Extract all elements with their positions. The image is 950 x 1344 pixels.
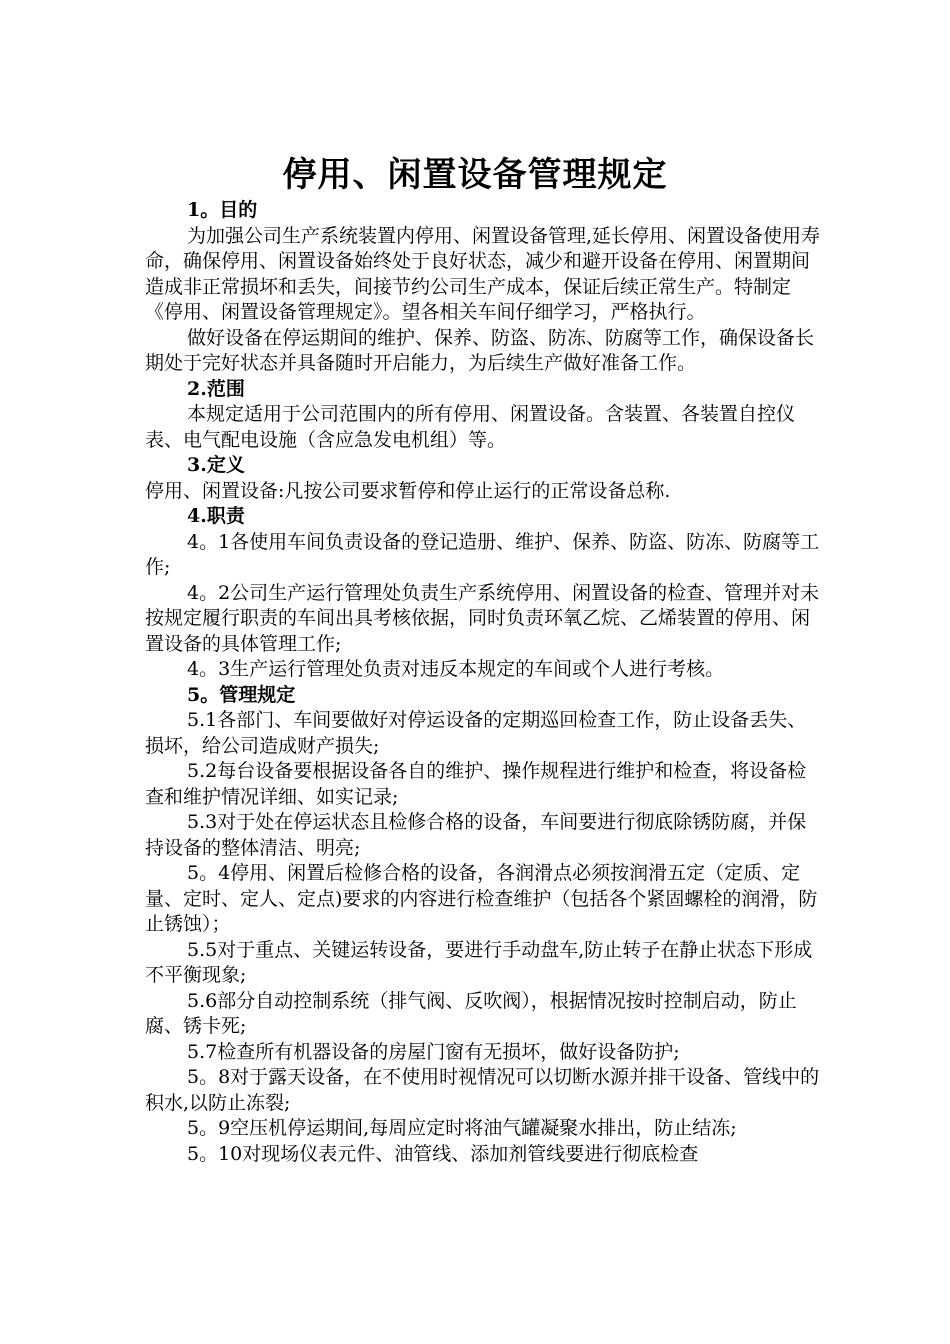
- paragraph: 4。1各使用车间负责设备的登记造册、维护、保养、防盗、防冻、防腐等工作;: [145, 530, 820, 578]
- paragraph: 5.5对于重点、关键运转设备，要进行手动盘车,防止转子在静止状态下形成不平衡现象;: [145, 938, 813, 986]
- paragraph: 停用、闲置设备:凡按公司要求暂停和停止运行的正常设备总称.: [145, 479, 671, 502]
- paragraph: 5.6部分自动控制系统（排气阀、反吹阀），根据情况按时控制启动，防止腐、锈卡死;: [145, 989, 797, 1037]
- section-heading-definition: 3.定义: [187, 454, 245, 476]
- section-heading-regulations: 5。管理规定: [187, 683, 296, 706]
- section-heading-responsibilities: 4.职责: [187, 505, 245, 527]
- document-body: [145, 198, 825, 1167]
- paragraph: 本规定适用于公司范围内的所有停用、闲置设备。含装置、各装置自控仪表、电气配电设施（含应急发电机组）等。: [145, 403, 796, 451]
- paragraph: 为加强公司生产系统装置内停用、闲置设备管理,延长停用、闲置设备使用寿命，确保停用、闲置设备始终处于良好状态，减少和避开设备在停用、闲置期间造成非正常损坏和丢失，间接节约公司生产成本，保证后续正常生产。特制定《停用、闲置设备管理规定》。望各相关车间仔细学习，严格执行。: [145, 224, 821, 323]
- paragraph: 5.7检查所有机器设备的房屋门窗有无损坏，做好设备防护;: [187, 1040, 680, 1063]
- section-heading-scope: 2.范围: [187, 377, 245, 400]
- paragraph: 5。10对现场仪表元件、油管线、添加剂管线要进行彻底检查: [187, 1142, 699, 1165]
- paragraph: 4。3生产运行管理处负责对违反本规定的车间或个人进行考核。: [187, 658, 725, 680]
- section-heading-purpose: 1。目的: [187, 199, 258, 221]
- paragraph: 做好设备在停运期间的维护、保养、防盗、防冻、防腐等工作，确保设备长期处于完好状态并具备随时开启能力，为后续生产做好准备工作。: [145, 326, 815, 374]
- document-title: 停用、闲置设备管理规定: [282, 155, 668, 195]
- paragraph: 5。9空压机停运期间,每周应定时将油气罐凝聚水排出，防止结冻;: [187, 1117, 737, 1139]
- paragraph: 5。8对于露天设备，在不使用时视情况可以切断水源并排干设备、管线中的积水,以防止冻裂;: [145, 1066, 820, 1114]
- paragraph: 5。4停用、闲置后检修合格的设备，各润滑点必须按润滑五定（定质、定量、定时、定人、定点)要求的内容进行检查维护（包括各个紧固螺栓的润滑，防止锈蚀）；: [145, 862, 818, 935]
- paragraph: 5.1各部门、车间要做好对停运设备的定期巡回检查工作，防止设备丢失、损坏，给公司造成财产损失;: [145, 709, 807, 757]
- paragraph: 5.3对于处在停运状态且检修合格的设备，车间要进行彻底除锈防腐，并保持设备的整体清洁、明亮;: [145, 811, 807, 859]
- paragraph: 5.2每台设备要根据设备各自的维护、操作规程进行维护和检查，将设备检查和维护情况详细、如实记录;: [145, 760, 807, 808]
- paragraph: 4。2公司生产运行管理处负责生产系统停用、闲置设备的检查、管理并对未按规定履行职责的车间出具考核依据，同时负责环氧乙烷、乙烯装置的停用、闲置设备的具体管理工作;: [145, 581, 820, 655]
